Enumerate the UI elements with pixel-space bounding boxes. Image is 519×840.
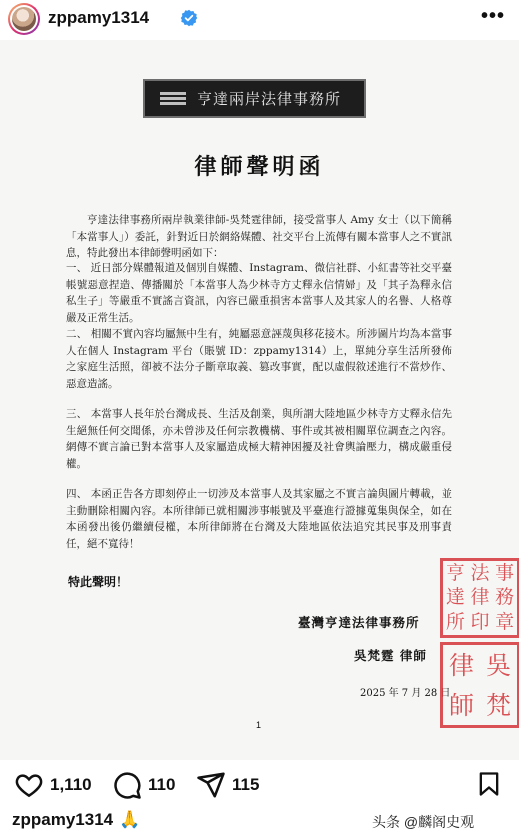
comment-icon [112, 770, 142, 800]
paragraph-3: 三、 本當事人長年於台灣成長、生活及創業，與所謂大陸地區少林寺方丈釋永信先生絕無任何交聞係，亦未曾涉及任何宗教機構、事件或其被相關單位調查之內容。網傳不實言論已對本當事人及家屬造成極大精神困擾及社會輿論壓力，構成嚴重侵權。 [66, 408, 452, 470]
comment-button[interactable] [112, 770, 175, 800]
save-button[interactable] [475, 770, 503, 803]
avatar[interactable] [8, 3, 40, 35]
firm-banner [143, 79, 366, 118]
more-options-icon[interactable]: ••• [480, 5, 505, 27]
banner-title: 亨達兩岸法律事務所 [197, 90, 342, 108]
watermark: 头条 @麟阁史观 [372, 814, 475, 830]
paragraph-intro: 亨達法律事務所兩岸執業律師-吳梵霆律師，接受當事人 Amy 女士（以下簡稱「本當事人」）委託，針對近日於網絡媒體、社交平台上流傳有關本當事人之不實訊息，特此發出本律師聲明函如下： [66, 214, 452, 259]
username[interactable]: zppamy1314 [48, 8, 150, 27]
paragraph-2: 二、 相關不實內容均屬無中生有，純屬惡意誣蔑與移花接木。所涉圖片均為本當事人在個人 Instagram 平台（賬號 ID：zppamy1314）上，單純分享生活所發佈之家庭生活照，卻被不法分子斷章取義、篡改事實，配以虛假敘述進行不當炒作、惡意造謠。 [66, 328, 452, 390]
lawyer-seal-stamp: 律 吳 師 梵 [440, 642, 519, 728]
document-date: 2025 年 7 月 28 日 [360, 688, 451, 699]
send-icon [196, 770, 226, 800]
firm-seal-stamp: 亨 法 事 達 律 務 所 印 章 [440, 558, 519, 638]
paragraph-1: 一、 近日部分媒體報道及個別自媒體、Instagram、微信社群、小紅書等社交平臺帳號惡意捏造、傳播關於「本當事人為少林寺方丈釋永信情婦」及「其子為釋永信私生子」等嚴重不實謠言資訊，內容已嚴重損害本當事人及其家人的名譽、人格尊嚴及正常生活。 [66, 262, 452, 324]
firm-logo-icon [155, 86, 191, 112]
lawyer-signature: 吳梵霆 律師 [354, 648, 427, 663]
share-button[interactable] [196, 770, 259, 800]
shares-count: 115 [232, 775, 260, 794]
post-header [0, 0, 519, 38]
like-button[interactable] [14, 770, 92, 800]
bookmark-icon [475, 770, 503, 798]
verified-icon [180, 9, 198, 27]
document-title: 律師聲明函 [194, 154, 325, 180]
caption-username[interactable]: zppamy1314 [12, 810, 114, 829]
likes-count: 1,110 [50, 775, 92, 794]
post-image-document [0, 40, 519, 760]
post-caption [12, 810, 140, 830]
heart-icon [14, 770, 44, 800]
closing-statement: 特此聲明！ [68, 575, 129, 589]
firm-signature: 臺灣亨達法律事務所 [298, 615, 420, 630]
praying-hands-icon: 🙏 [119, 810, 141, 829]
page-number: 1 [256, 720, 262, 730]
comments-count: 110 [148, 775, 176, 794]
paragraph-4: 四、 本函正告各方即刻停止一切涉及本當事人及其家屬之不實言論與圖片轉載，並主動刪除相關內容。本所律師已就相關涉事帳號及平臺進行證據蒐集與保全，如在本函發出後仍繼續侵權，本所律師將在台灣及大陸地區依法追究其民事及刑事責任，絕不寬待！ [66, 488, 452, 550]
post-action-bar [0, 766, 519, 802]
